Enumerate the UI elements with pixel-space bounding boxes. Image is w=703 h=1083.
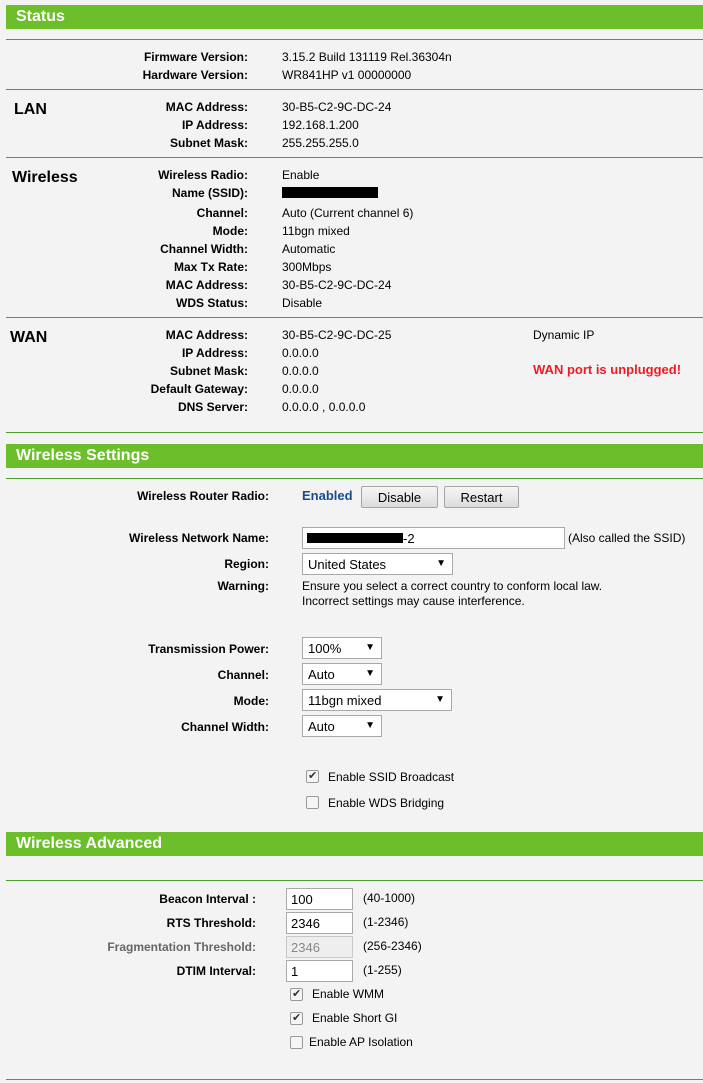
lan-mask-label: Subnet Mask: (169, 136, 248, 150)
divider (6, 478, 703, 479)
disable-button[interactable]: Disable (361, 486, 438, 508)
chevron-down-icon: ▼ (436, 558, 446, 569)
wan-warning: WAN port is unplugged! (533, 362, 682, 377)
wireless-settings-header (6, 444, 703, 468)
warning-line2: Incorrect settings may cause interference. (302, 594, 525, 608)
wireless-advanced-title: Wireless Advanced (16, 835, 162, 852)
wds-bridging-checkbox[interactable] (306, 796, 319, 809)
rts-range: (1-2346) (363, 915, 409, 929)
restart-button[interactable]: Restart (444, 486, 519, 508)
wireless-wds-label: WDS Status: (176, 296, 248, 310)
divider (6, 1079, 703, 1080)
dtim-range: (1-255) (363, 963, 402, 977)
wan-mask-label: Subnet Mask: (169, 364, 248, 378)
network-name-label: Wireless Network Name: (129, 531, 269, 545)
divider (6, 89, 703, 90)
divider (6, 39, 703, 40)
lan-mac-label: MAC Address: (165, 100, 248, 114)
status-title: Status (16, 8, 65, 25)
wan-ip-value: 0.0.0.0 (282, 346, 319, 360)
wireless-width-value: Automatic (282, 242, 336, 256)
status-header (6, 5, 703, 29)
chevron-down-icon: ▼ (435, 694, 445, 705)
network-name-input[interactable] (302, 527, 565, 549)
wireless-ssid-label: Name (SSID): (171, 186, 248, 200)
width-select[interactable] (302, 715, 382, 737)
ssid-suffix: -2 (403, 530, 415, 546)
wan-mac-value: 30-B5-C2-9C-DC-25 (282, 328, 392, 342)
wireless-mac-label: MAC Address: (165, 278, 248, 292)
chevron-down-icon: ▼ (365, 642, 375, 653)
short-gi-checkbox[interactable] (290, 1012, 303, 1025)
hardware-label: Hardware Version: (142, 68, 248, 82)
width-label: Channel Width: (181, 720, 269, 734)
wds-bridging-label: Enable WDS Bridging (328, 796, 445, 810)
lan-mac-value: 30-B5-C2-9C-DC-24 (282, 100, 392, 114)
lan-title: LAN (14, 101, 47, 118)
wireless-rate-value: 300Mbps (282, 260, 332, 274)
mode-label: Mode: (233, 694, 269, 708)
wan-dns-value: 0.0.0.0 , 0.0.0.0 (282, 400, 366, 414)
router-radio-status: Enabled (302, 488, 353, 503)
frag-input: 2346 (286, 936, 353, 958)
warning-label: Warning: (217, 579, 269, 593)
tx-power-select[interactable] (302, 637, 382, 659)
frag-label: Fragmentation Threshold: (107, 940, 256, 954)
wan-ip-label: IP Address: (181, 346, 248, 360)
wan-dns-label: DNS Server: (177, 400, 248, 414)
tx-power-value: 100% (308, 640, 342, 656)
beacon-label: Beacon Interval : (159, 892, 256, 906)
ssid-broadcast-label: Enable SSID Broadcast (328, 770, 455, 784)
region-value: United States (308, 556, 387, 572)
wan-mac-label: MAC Address: (165, 328, 248, 342)
wan-type: Dynamic IP (533, 328, 595, 342)
mode-select[interactable] (302, 689, 452, 711)
wan-gateway-label: Default Gateway: (150, 382, 248, 396)
rts-input[interactable]: 2346 (286, 912, 353, 934)
short-gi-label: Enable Short GI (312, 1011, 398, 1025)
divider (6, 432, 703, 433)
wireless-title: Wireless (12, 169, 78, 186)
ap-isolation-label: Enable AP Isolation (309, 1035, 413, 1049)
wireless-advanced-header (6, 832, 703, 856)
wireless-radio-value: Enable (282, 168, 320, 182)
router-radio-label: Wireless Router Radio: (137, 489, 269, 503)
ssid-redacted (307, 533, 403, 543)
wireless-rate-label: Max Tx Rate: (173, 260, 248, 274)
wmm-label: Enable WMM (312, 987, 385, 1001)
rts-label: RTS Threshold: (166, 916, 256, 930)
firmware-label: Firmware Version: (143, 50, 248, 64)
ssid-redacted (282, 187, 378, 198)
wan-title: WAN (10, 329, 48, 346)
hardware-value: WR841HP v1 00000000 (282, 68, 412, 82)
divider (6, 317, 703, 318)
wireless-mac-value: 30-B5-C2-9C-DC-24 (282, 278, 392, 292)
wireless-radio-label: Wireless Radio: (158, 168, 248, 182)
lan-ip-value: 192.168.1.200 (282, 118, 359, 132)
wireless-mode-label: Mode: (212, 224, 248, 238)
chevron-down-icon: ▼ (365, 668, 375, 679)
channel-select[interactable] (302, 663, 382, 685)
lan-ip-label: IP Address: (181, 118, 248, 132)
region-label: Region: (224, 557, 269, 571)
wmm-checkbox[interactable] (290, 988, 303, 1001)
warning-line1: Ensure you select a correct country to conform local law. (302, 579, 603, 593)
tx-power-label: Transmission Power: (148, 642, 269, 656)
dtim-label: DTIM Interval: (176, 964, 256, 978)
divider (6, 880, 703, 881)
channel-label: Channel: (217, 668, 269, 682)
beacon-input[interactable]: 100 (286, 888, 353, 910)
beacon-range: (40-1000) (363, 891, 416, 905)
region-select[interactable] (302, 553, 453, 575)
wireless-channel-value: Auto (Current channel 6) (282, 206, 414, 220)
lan-mask-value: 255.255.255.0 (282, 136, 359, 150)
wireless-width-label: Channel Width: (160, 242, 248, 256)
frag-range: (256-2346) (363, 939, 422, 953)
chevron-down-icon: ▼ (365, 720, 375, 731)
wireless-channel-label: Channel: (196, 206, 248, 220)
wan-gateway-value: 0.0.0.0 (282, 382, 319, 396)
mode-value: 11bgn mixed (308, 692, 382, 708)
ssid-broadcast-checkbox[interactable] (306, 770, 319, 783)
width-value: Auto (308, 718, 335, 734)
wan-mask-value: 0.0.0.0 (282, 364, 319, 378)
ap-isolation-checkbox[interactable] (290, 1036, 303, 1049)
wireless-wds-value: Disable (282, 296, 323, 310)
wireless-mode-value: 11bgn mixed (282, 224, 350, 238)
divider (6, 157, 703, 158)
dtim-input[interactable]: 1 (286, 960, 353, 982)
channel-value: Auto (308, 666, 335, 682)
ssid-note: (Also called the SSID) (568, 531, 686, 545)
wireless-settings-title: Wireless Settings (16, 447, 150, 464)
firmware-value: 3.15.2 Build 131119 Rel.36304n (282, 50, 452, 64)
